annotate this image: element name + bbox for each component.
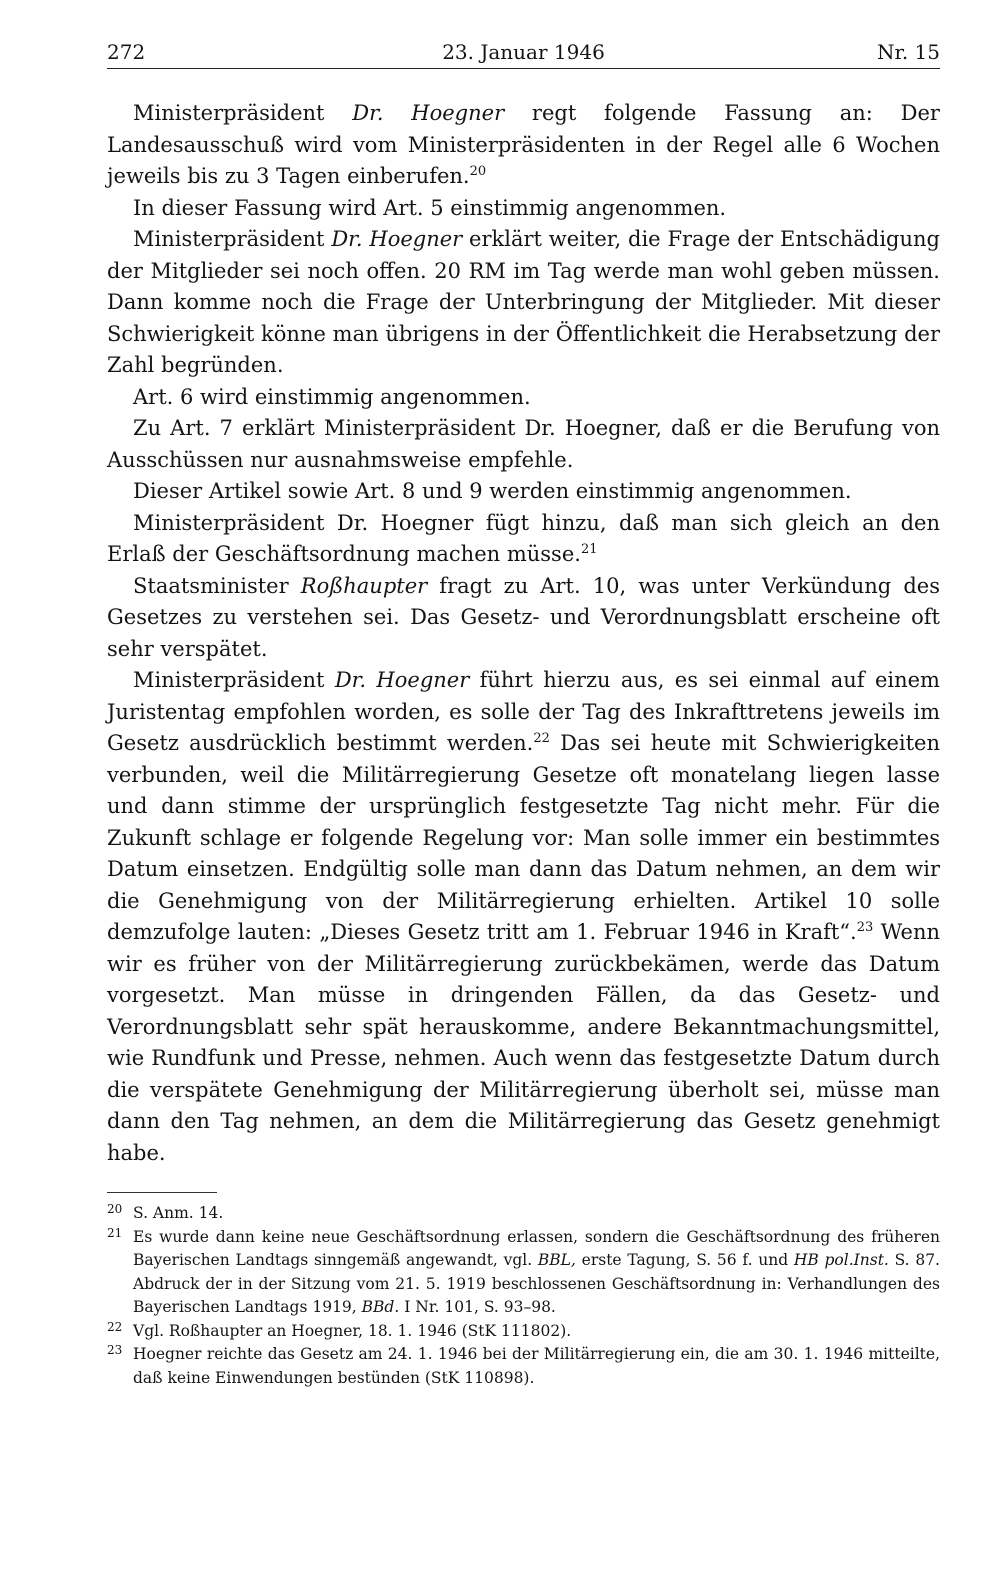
paragraph [107, 98, 940, 193]
footnote-text: Es wurde dann keine neue Geschäftsordnung erlassen, sondern die Geschäftsordnung des früheren Bayerischen Landtags sinngemäß angewandt, vgl. [133, 1227, 940, 1269]
footnote-20 [107, 1202, 940, 1226]
paragraph: Dieser Artikel sowie Art. 8 und 9 werden einstimmig angenommen. [133, 479, 852, 503]
text-run: führt hierzu aus, es sei einmal auf einem Juristentag empfohlen worden, es solle der Tag des Inkrafttretens jeweils im Gesetz ausdrücklich bestimmt werden. [107, 668, 940, 755]
text-run: Wenn wir es früher von der Militärregierung zurückbekämen, werde das Datum vorgesetzt. Man müsse in dringenden Fällen, da das Gesetz- und Verordnungsblatt sehr spät herauskomme, andere Bekanntmachungsmittel, wie Rundfunk und Presse, nehmen. Auch wenn das festgesetzte Datum durch die verspätete Genehmigung der Militärregierung überholt sei, müsse man dann den Tag nehmen, an dem die Militärregierung das Gesetz genehmigt habe. [107, 920, 940, 1165]
text-run: Ministerpräsident Dr. Hoegner fügt hinzu, daß man sich gleich an den Erlaß der Geschäftsordnung machen müsse. [107, 510, 940, 566]
footnotes [107, 1202, 940, 1390]
paragraph [107, 571, 940, 666]
footnote-number: 21 [107, 1225, 123, 1240]
footnote-text: erste Tagung, S. 56 f. und [575, 1251, 794, 1269]
footnote-text: S. Anm. 14. [133, 1204, 224, 1222]
text-run: Ministerpräsident [133, 227, 332, 251]
footnote-ref: 23 [856, 920, 874, 935]
issue-number: Nr. 15 [876, 40, 940, 64]
paragraph: Art. 6 wird einstimmig angenommen. [133, 384, 531, 409]
text-run: erklärt weiter, die Frage der Entschädigung der Mitglieder sei noch offen. 20 RM im Tag werde man wohl geben müssen. Dann komme noch die Frage der Unterbringung der Mitglieder. Mit dieser Schwierigkeit könne man übrigens in der Öffentlichkeit die Herabsetzung der Zahl begründen. [107, 227, 940, 377]
footnote-number: 20 [107, 1202, 123, 1216]
footnote-22 [107, 1320, 940, 1344]
running-header [107, 34, 940, 69]
text-run: Staatsminister [133, 573, 301, 598]
footnote-ref: 22 [533, 731, 550, 746]
paragraph [107, 665, 940, 1169]
footnote-text: S. 87. Abdruck der in der Sitzung vom 21. 5. 1919 beschlossenen Geschäftsordnung in: Verhandlungen des Bayerischen Landtags 1919, [133, 1251, 940, 1316]
speaker-name: Dr. Hoegner [352, 101, 505, 125]
page-number: 272 [107, 40, 146, 64]
paragraph [107, 508, 940, 571]
text-run: fragt zu Art. 10, was unter Verkündung des Gesetzes zu verstehen sei. Das Gesetz- und Verordnungsblatt erscheine oft sehr verspätet. [107, 573, 940, 661]
text-run: Ministerpräsident [133, 668, 335, 692]
speaker-name: Dr. Hoegner [334, 668, 470, 692]
footnote-number: 22 [107, 1319, 123, 1334]
citation-abbrev: BBd. [361, 1298, 400, 1316]
footnote-number: 23 [107, 1343, 123, 1357]
footnote-23 [107, 1343, 940, 1390]
text-run: Ministerpräsident [133, 101, 353, 125]
footnote-text: I Nr. 101, S. 93–98. [399, 1298, 556, 1316]
citation-abbrev: HB pol.Inst. [793, 1251, 889, 1269]
paragraph [107, 224, 940, 382]
citation-abbrev: BBL, [537, 1251, 576, 1269]
footnote-text: Hoegner reichte das Gesetz am 24. 1. 1946 bei der Militärregierung ein, die am 30. 1. 1946 mitteilte, daß keine Einwendungen bestünden (StK 110898). [133, 1345, 940, 1387]
body-text [107, 98, 940, 1169]
header-date: 23. Januar 1946 [442, 40, 605, 64]
text-run: regt folgende Fassung an: Der Landesausschuß wird vom Ministerpräsidenten in der Regel alle 6 Wochen jeweils bis zu 3 Tagen einberufen. [107, 101, 940, 188]
paragraph: Zu Art. 7 erklärt Ministerpräsident Dr. Hoegner, daß er die Berufung von Ausschüssen nur ausnahmsweise empfehle. [107, 416, 940, 472]
footnote-ref: 20 [469, 164, 487, 179]
footnote-21 [107, 1226, 940, 1320]
speaker-name: Dr. Hoegner [331, 227, 463, 251]
footnote-text: Vgl. Roßhaupter an Hoegner, 18. 1. 1946 (StK 111802). [133, 1321, 572, 1340]
paragraph: In dieser Fassung wird Art. 5 einstimmig angenommen. [133, 195, 727, 220]
text-run: Das sei heute mit Schwierigkeiten verbunden, weil die Militärregierung Gesetze oft monatelang liegen lasse und dann stimme der ursprünglich festgesetzte Tag nicht mehr. Für die Zukunft schlage er folgende Regelung vor: Man solle immer ein bestimmtes Datum einsetzen. Endgültig solle man dann das Datum nehmen, an dem wir die Genehmigung von der Militärregierung erhielten. Artikel 10 solle demzufolge lauten: „Dieses Gesetz tritt am 1. Februar 1946 in Kraft“. [107, 731, 940, 944]
speaker-name: Roßhaupter [300, 573, 428, 598]
footnote-ref: 21 [580, 542, 598, 557]
footnote-divider [107, 1192, 217, 1193]
